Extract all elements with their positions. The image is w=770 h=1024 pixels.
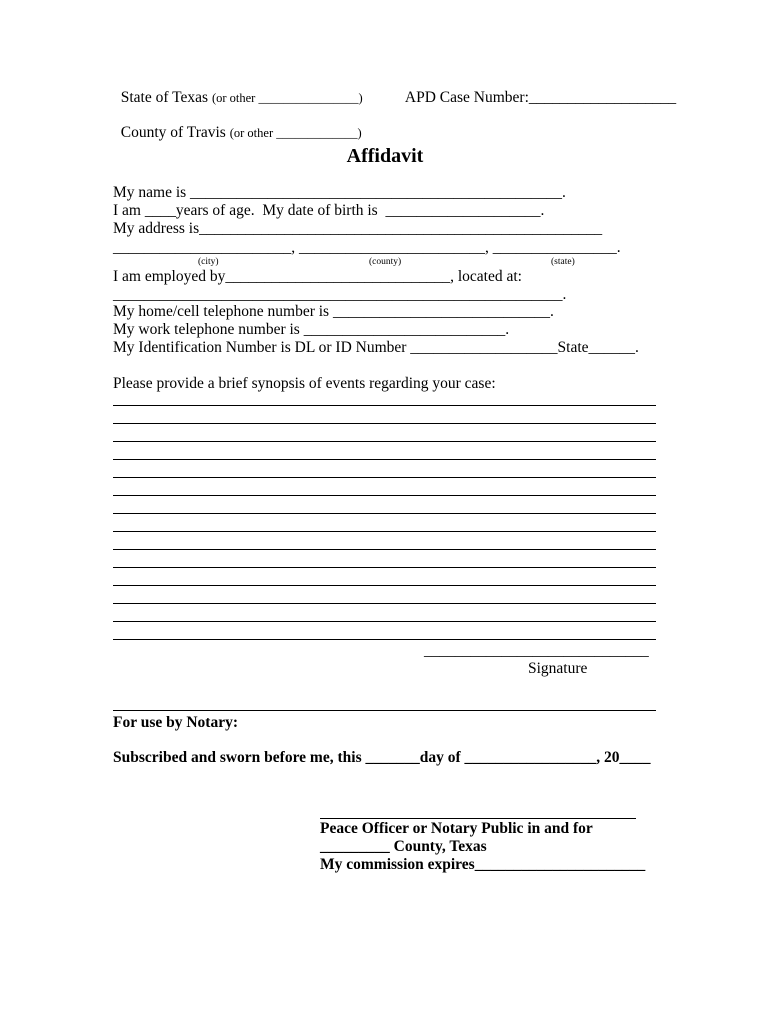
county-other-blank[interactable]: (or other _____________) <box>229 126 362 140</box>
synopsis-line[interactable] <box>113 441 656 442</box>
commission-expires-line[interactable]: My commission expires______________________ <box>320 856 646 873</box>
state-label: State of Texas <box>120 89 212 106</box>
case-number-label: APD Case Number: <box>404 89 529 106</box>
officer-title-line: Peace Officer or Notary Public in and for <box>320 820 593 837</box>
synopsis-line[interactable] <box>113 585 656 586</box>
synopsis-line[interactable] <box>113 513 656 514</box>
synopsis-line[interactable] <box>113 567 656 568</box>
synopsis-line[interactable] <box>113 405 656 406</box>
synopsis-line[interactable] <box>113 603 656 604</box>
officer-signature-line[interactable] <box>320 818 636 819</box>
synopsis-line[interactable] <box>113 621 656 622</box>
employer-line[interactable]: I am employed by_____________________________, located at: <box>113 268 522 285</box>
address-line-2[interactable]: _______________________, ________________________, ________________. <box>113 239 621 256</box>
signature-blank[interactable]: _____________________________ <box>424 642 649 659</box>
state-caption: (state) <box>551 257 575 267</box>
case-number-blank[interactable]: ___________________ <box>528 89 677 106</box>
name-line[interactable]: My name is ________________________________________________. <box>113 184 566 201</box>
synopsis-line[interactable] <box>113 495 656 496</box>
synopsis-line[interactable] <box>113 423 656 424</box>
state-field <box>113 71 363 107</box>
sworn-line[interactable]: Subscribed and sworn before me, this _______day of _________________, 20____ <box>113 749 651 766</box>
notary-divider <box>113 710 656 711</box>
synopsis-line[interactable] <box>113 477 656 478</box>
synopsis-line[interactable] <box>113 639 656 640</box>
home-phone-line[interactable]: My home/cell telephone number is ____________________________. <box>113 303 554 320</box>
state-other-blank[interactable]: (or other ________________) <box>211 91 363 105</box>
signature-label: Signature <box>528 660 588 677</box>
synopsis-line[interactable] <box>113 531 656 532</box>
case-number-field <box>398 71 676 107</box>
address-line[interactable]: My address is____________________________________________________ <box>113 220 603 237</box>
county-label: County of Travis <box>120 124 230 141</box>
employer-address-line[interactable]: __________________________________________________________. <box>113 286 567 303</box>
work-phone-line[interactable]: My work telephone number is __________________________. <box>113 321 510 338</box>
city-caption: (city) <box>198 257 219 267</box>
notary-heading: For use by Notary: <box>113 714 238 731</box>
officer-county-line[interactable]: _________ County, Texas <box>320 838 487 855</box>
age-dob-line[interactable]: I am ____years of age. My date of birth is ____________________. <box>113 202 545 219</box>
county-field <box>113 106 362 142</box>
id-number-line[interactable]: My Identification Number is DL or ID Number ___________________State______. <box>113 339 639 356</box>
county-caption: (county) <box>369 257 402 267</box>
synopsis-prompt: Please provide a brief synopsis of events regarding your case: <box>113 375 496 392</box>
synopsis-line[interactable] <box>113 459 656 460</box>
synopsis-line[interactable] <box>113 549 656 550</box>
page-title: Affidavit <box>346 145 424 167</box>
